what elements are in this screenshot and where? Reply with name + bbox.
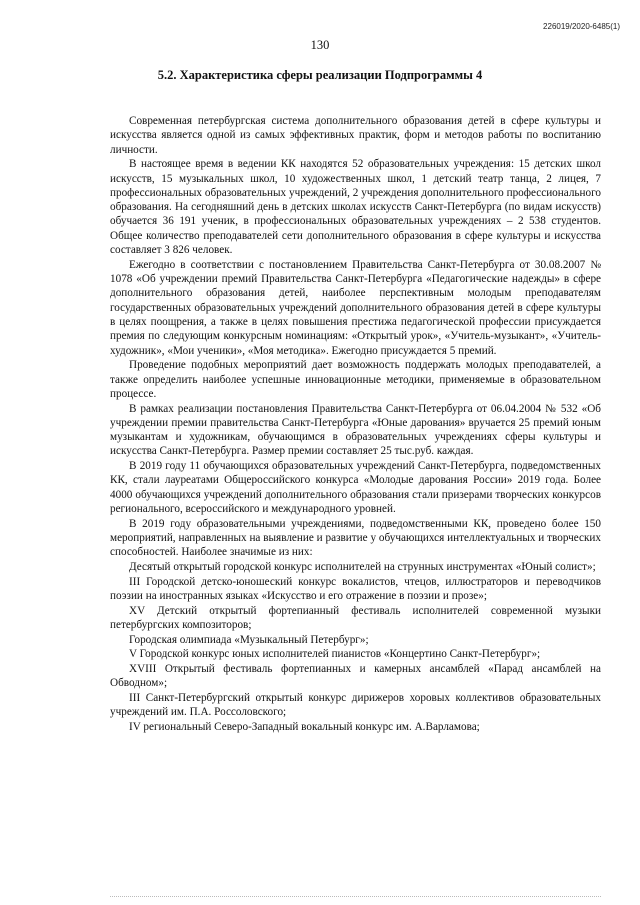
paragraph: В 2019 году 11 обучающихся образовательных учреждений Санкт-Петербурга, подведомственных КК, стали лауреатами Общероссийского конкурса «Молодые дарования России» 2019 года. Более 4000 обучающихся учреждений дополнительного образования стали призерами творческих конкурсов регионального, всероссийского и международного уровней. [110, 460, 601, 515]
list-item: V Городской конкурс юных исполнителей пианистов «Концертино Санкт-Петербург»; [129, 648, 541, 661]
list-item: XVIII Открытый фестиваль фортепианных и камерных ансамблей «Парад ансамблей на Обводном»; [110, 662, 601, 690]
paragraph: В рамках реализации постановления Правительства Санкт-Петербурга от 06.04.2004 № 532 «Об учреждении премии правительства Санкт-Петербурга «Юные дарования» вручается 25 премий юным музыкантам и художникам, обучающимся в образовательных учреждениях сферы культуры и искусства Санкт-Петербурга. Размер премии составляет 25 тыс.руб. каждая. [110, 402, 601, 458]
paragraph: Современная петербургская система дополнительного образования детей в сфере культуры и искусства является одной из самых эффективных практик, форм и методов работы по воспитанию личности. [110, 115, 601, 156]
paragraph: Проведение подобных мероприятий дает возможность поддержать молодых преподавателей, а также определить наиболее успешные инновационные методики, применяемые в образовательном процессе. [110, 359, 601, 400]
list-item: IV региональный Северо-Западный вокальный конкурс им. А.Варламова; [129, 720, 480, 733]
document-registration-code: 226019/2020-6485(1) [543, 22, 620, 31]
document-body [110, 114, 601, 735]
scan-artifact-line [110, 896, 601, 899]
section-heading: 5.2. Характеристика сферы реализации Подпрограммы 4 [157, 68, 483, 82]
paragraph: В 2019 году образовательными учреждениями, подведомственными КК, проведено более 150 мероприятий, направленных на выявление и развитие у обучающихся интеллектуальных и творческих способностей. Наиболее значимые из них: [110, 517, 601, 559]
paragraph: Ежегодно в соответствии с постановлением Правительства Санкт-Петербурга от 30.08.2007 № 1078 «Об учреждении премий Правительства Санкт-Петербурга «Педагогические надежды» в сфере дополнительного образования детей, наиболее перспективным молодым преподавателям государственных образовательных учреждений дополнительного образования детей в сфере культуры в целях поощрения, а также в целях повышения престижа педагогической профессии присуждается премия по следующим конкурсным номинациям: «Открытый урок», «Учитель-музыкант», «Учитель-художник», «Мои ученики», «Моя методика». Ежегодно присуждается 5 премий. [110, 258, 601, 357]
page-number: 130 [310, 38, 330, 52]
list-item: III Санкт-Петербургский открытый конкурс дирижеров хоровых коллективов образовательных учреждений им. П.А. Россоловского; [110, 691, 601, 719]
list-item: III Городской детско-юношеский конкурс вокалистов, чтецов, иллюстраторов и переводчиков поэзии на иностранных языках «Искусство и его отражение в поэзии и прозе»; [110, 575, 601, 602]
paragraph: В настоящее время в ведении КК находятся 52 образовательных учреждения: 15 детских школ искусств, 15 музыкальных школ, 10 художественных школ, 1 детский театр танца, 2 лицея, 7 профессиональных образовательных учреждений, 2 учреждения дополнительного профессионального образования. На сегодняшний день в детских школах искусств Санкт-Петербурга (по видам искусств) обучается 36 191 ученик, в профессиональных образовательных учреждениях – 2 538 студентов. Общее количество преподавателей сети дополнительного образования в сфере культуры и искусства составляет 3 826 человек. [110, 158, 601, 257]
list-item: Городская олимпиада «Музыкальный Петербург»; [129, 633, 369, 646]
list-item: XV Детский открытый фортепианный фестиваль исполнителей современной музыки петербургских композиторов; [110, 604, 601, 631]
list-item: Десятый открытый городской конкурс исполнителей на струнных инструментах «Юный солист»; [129, 560, 596, 573]
